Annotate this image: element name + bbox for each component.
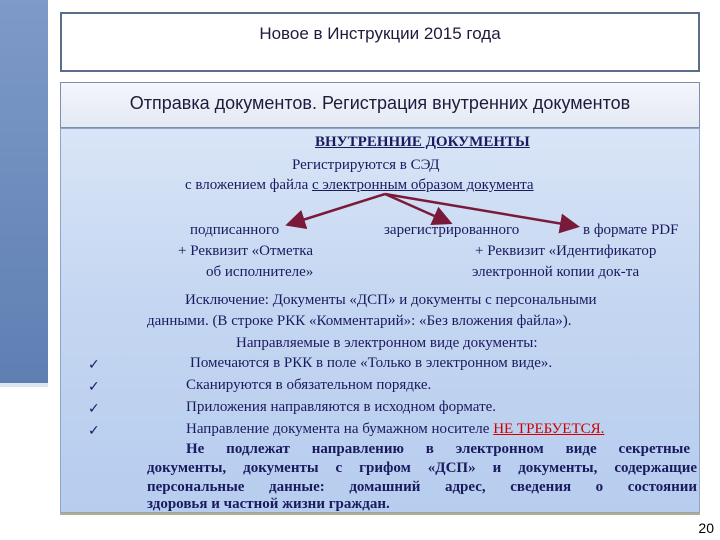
restriction-line-3: персональные данные: домашний адрес, сведения о состоянии bbox=[147, 479, 697, 495]
electronic-heading: Направляемые в электронном виде документы: bbox=[236, 335, 538, 351]
check-icon: ✓ bbox=[88, 423, 100, 439]
restriction-line-4: здоровья и частной жизни граждан. bbox=[147, 496, 390, 512]
bottom-rule bbox=[60, 513, 700, 515]
attachment-line bbox=[185, 177, 534, 194]
arrow-left bbox=[290, 194, 385, 224]
attachment-text: с вложением файла bbox=[185, 177, 312, 193]
registration-line: Регистрируются в СЭД bbox=[292, 157, 440, 173]
page-number: 20 bbox=[698, 520, 714, 536]
bullet-3: Приложения направляются в исходном формате. bbox=[186, 399, 497, 415]
content-heading: ВНУТРЕННИЕ ДОКУМЕНТЫ bbox=[315, 134, 530, 150]
branch-middle: зарегистрированного bbox=[384, 222, 520, 238]
bullet-2: Сканируются в обязательном порядке. bbox=[186, 377, 432, 393]
branch-right-1: в формате PDF bbox=[583, 222, 679, 238]
exception-line-2: данными. (В строке РКК «Комментарий»: «Без вложения файла»). bbox=[147, 313, 572, 329]
branch-right-2: + Реквизит «Идентификатор bbox=[475, 243, 657, 259]
restriction-line-1: Не подлежат направлению в электронном виде секретные bbox=[186, 441, 690, 457]
slide-title: Новое в Инструкции 2015 года bbox=[259, 24, 501, 43]
not-required-text: НЕ ТРЕБУЕТСЯ. bbox=[493, 421, 605, 437]
check-icon: ✓ bbox=[88, 401, 100, 417]
slide-subtitle: Отправка документов. Регистрация внутренних документов bbox=[129, 93, 631, 113]
branch-right-3: электронной копии док-та bbox=[472, 264, 640, 280]
bullet-4 bbox=[186, 421, 604, 438]
restriction-line-2: документы, документы с грифом «ДСП» и документы, содержащие bbox=[147, 460, 697, 476]
bullet-4-text: Направление документа на бумажном носителе bbox=[186, 421, 494, 437]
bullet-1: Помечаются в РКК в поле «Только в электронном виде». bbox=[190, 355, 553, 371]
branch-left-2: + Реквизит «Отметка bbox=[178, 243, 313, 259]
check-icon: ✓ bbox=[88, 379, 100, 395]
exception-line-1: Исключение: Документы «ДСП» и документы с персональными bbox=[185, 292, 597, 308]
check-icon: ✓ bbox=[88, 357, 100, 373]
branch-left-3: об исполнителе» bbox=[206, 264, 314, 280]
branch-left-1: подписанного bbox=[190, 222, 280, 238]
electronic-image-text: с электронным образом документа bbox=[311, 177, 534, 193]
